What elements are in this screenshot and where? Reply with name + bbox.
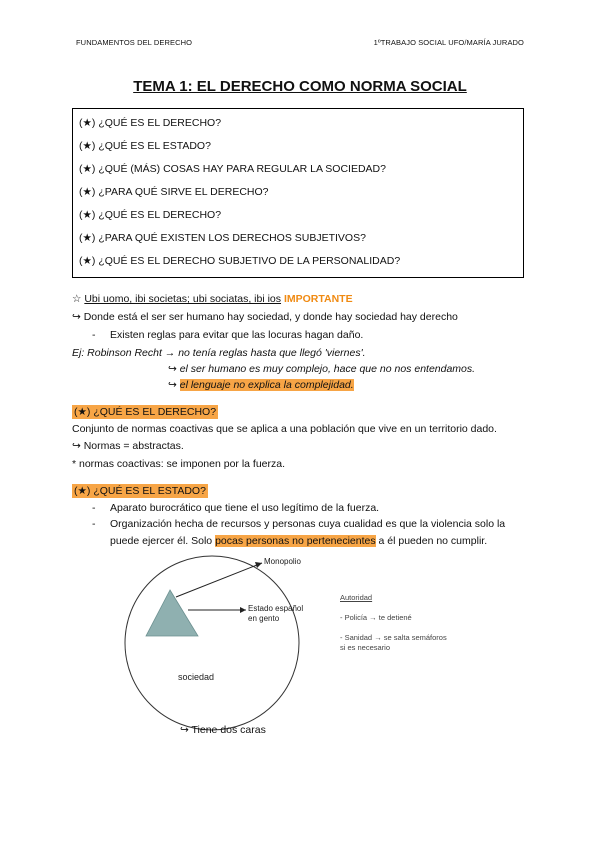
society-circle [125, 556, 299, 730]
toc-item: (★) ¿QUÉ ES EL DERECHO SUBJETIVO DE LA PERSONALIDAD? [79, 255, 401, 267]
normas-line: ↪ Normas = abstractas. [72, 440, 184, 452]
toc-item: (★) ¿QUÉ (MÁS) COSAS HAY PARA REGULAR LA SOCIEDAD? [79, 163, 386, 175]
arrow-head [240, 607, 246, 613]
bullet-dash: - [92, 502, 96, 514]
section-heading-derecho: (★) ¿QUÉ ES EL DERECHO? [74, 406, 217, 418]
policia-label: - Policía → te detiené [340, 613, 412, 622]
highlighted-text: pocas personas no pertenecientes [215, 535, 376, 547]
important-label: IMPORTANTE [283, 293, 353, 305]
example-sub-1: ↪ el ser humano es muy complejo, hace que no nos entendamos. [168, 363, 476, 375]
bullet-2b-post: a él pueden no cumplir. [378, 535, 488, 547]
sanidad-label-1: - Sanidad → se salta semáforos [340, 633, 447, 642]
bullet-text: Existen reglas para evitar que las locuras hagan daño. [110, 329, 364, 341]
definition-line: Conjunto de normas coactivas que se aplica a una población que vive en un territorio dado. [72, 423, 497, 435]
estado-label-1: Estado español [248, 604, 304, 613]
section-heading-estado: (★) ¿QUÉ ES EL ESTADO? [74, 485, 206, 497]
bullet-dash: - [92, 329, 96, 341]
estado-bullet-1: Aparato burocrático que tiene el uso legítimo de la fuerza. [110, 502, 380, 514]
star-icon: ☆ [72, 293, 82, 305]
toc-item: (★) ¿QUÉ ES EL DERECHO? [79, 209, 222, 221]
header-right: 1ºTRABAJO SOCIAL UFO/MARÍA JURADO [373, 38, 524, 47]
toc-item: (★) ¿QUÉ ES EL ESTADO? [79, 140, 211, 152]
toc-item: (★) ¿PARA QUÉ SIRVE EL DERECHO? [79, 186, 269, 198]
coactivas-note: * normas coactivas: se imponen por la fuerza. [72, 458, 286, 470]
arrow-icon: ↪ [168, 379, 177, 391]
bullet-2b-pre: puede ejercer él. Solo [110, 535, 213, 547]
header-left: FUNDAMENTOS DEL DERECHO [76, 38, 193, 47]
state-triangle [146, 590, 198, 636]
sanidad-label-2: si es necesario [340, 643, 391, 652]
autoridad-label: Autoridad [340, 593, 373, 602]
example-line: Ej: Robinson Recht → no tenía reglas hasta que llegó 'viernes'. [72, 347, 366, 359]
monopolio-label: Monopolio [264, 557, 301, 566]
caption-tiene-dos-caras: ↪ Tiene dos caras [180, 724, 266, 736]
bullet-dash: - [92, 518, 96, 530]
toc-item: (★) ¿QUÉ ES EL DERECHO? [79, 117, 222, 129]
monopolio-arrow [176, 563, 262, 597]
estado-bullet-2a: Organización hecha de recursos y personas cuya cualidad es que la violencia solo la [110, 518, 506, 530]
highlighted-text: el lenguaje no explica la complejidad. [179, 379, 354, 391]
arrow-line: ↪ Donde está el ser ser humano hay sociedad, y donde hay sociedad hay derecho [72, 311, 458, 323]
page-title: TEMA 1: EL DERECHO COMO NORMA SOCIAL [133, 78, 467, 95]
sociedad-label: sociedad [178, 672, 215, 682]
maxim-text: Ubi uomo, ibi societas; ubi sociatas, ibi ios [84, 293, 282, 305]
estado-label-2: en gento [248, 614, 280, 623]
arrow-head [255, 562, 262, 568]
toc-item: (★) ¿PARA QUÉ EXISTEN LOS DERECHOS SUBJETIVOS? [79, 232, 366, 244]
